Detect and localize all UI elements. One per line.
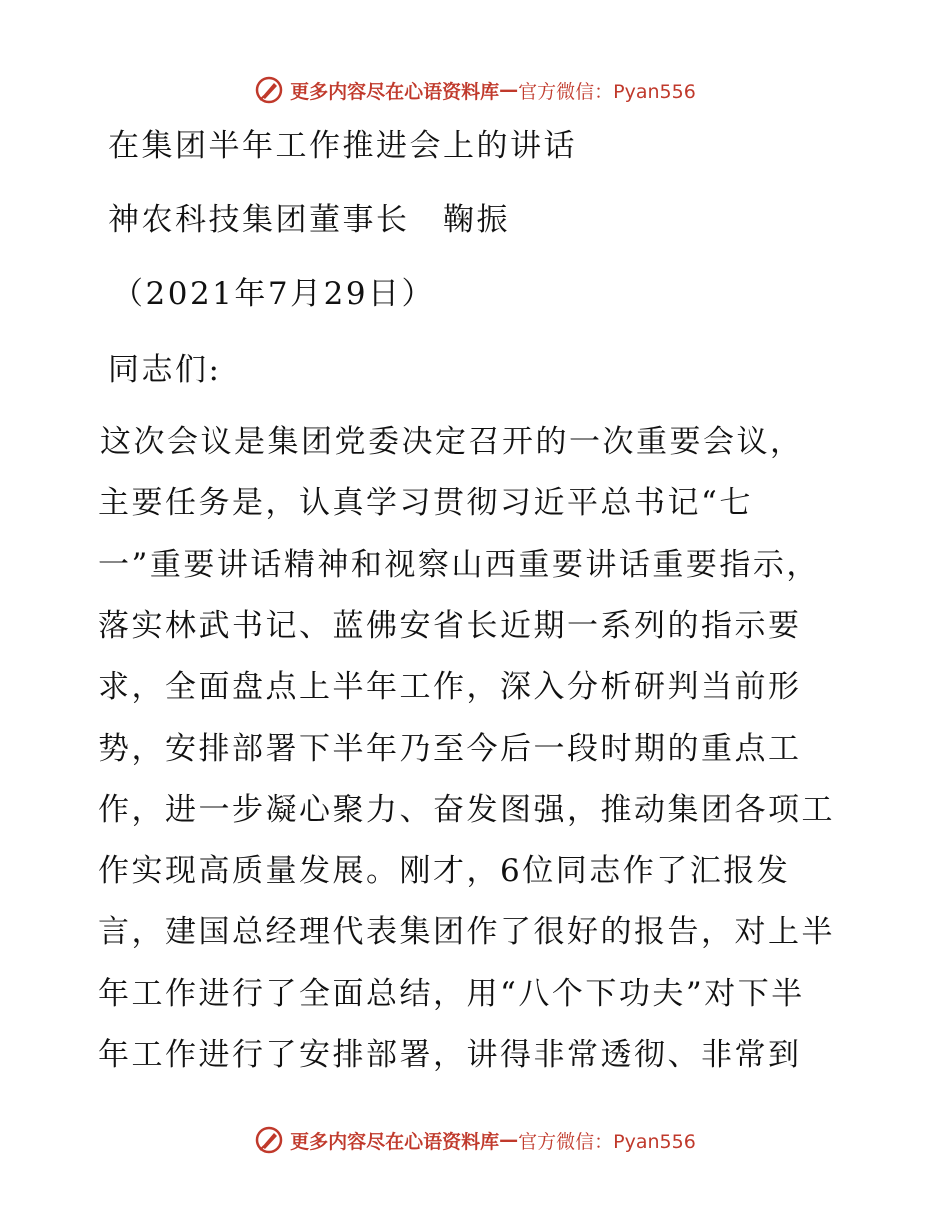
quill-logo-icon <box>254 1125 284 1155</box>
watermark-header <box>0 70 950 110</box>
watermark-text: 更多内容尽在心语资料库 <box>290 1130 500 1153</box>
body-line: 落实林武书记、蓝佛安省长近期一系列的指示要 <box>98 608 802 644</box>
watermark-dash: — <box>499 79 519 101</box>
body-line: 一”重要讲话精神和视察山西重要讲话重要指示， <box>98 547 820 583</box>
watermark-id: 官方微信：Pyan556 <box>518 80 696 103</box>
document-date: （2021年7月29日） <box>112 276 436 312</box>
watermark-footer <box>0 1120 950 1160</box>
body-line: 年工作进行了全面总结，用“八个下功夫”对下半 <box>98 976 805 1012</box>
body-line: 势，安排部署下半年乃至今后一段时期的重点工 <box>98 731 802 767</box>
body-line: 年工作进行了安排部署，讲得非常透彻、非常到 <box>98 1037 802 1073</box>
body-line: 这次会议是集团党委决定召开的一次重要会议， <box>100 424 804 460</box>
watermark-id: 官方微信：Pyan556 <box>518 1130 696 1153</box>
body-line: 作实现高质量发展。刚才，6位同志作了汇报发 <box>98 853 791 889</box>
document-title: 在集团半年工作推进会上的讲话 <box>108 128 577 164</box>
watermark-text: 更多内容尽在心语资料库 <box>290 80 500 103</box>
body-line: 主要任务是，认真学习贯彻习近平总书记“七 <box>98 485 753 521</box>
quill-logo-icon <box>254 75 284 105</box>
body-line: 求，全面盘点上半年工作，深入分析研判当前形 <box>98 669 802 705</box>
document-speaker: 神农科技集团董事长 鞠振 <box>108 202 510 238</box>
document-greeting: 同志们: <box>108 352 222 388</box>
body-line: 言，建国总经理代表集团作了很好的报告，对上半 <box>98 914 835 950</box>
watermark-dash: — <box>499 1129 519 1151</box>
body-line: 作，进一步凝心聚力、奋发图强，推动集团各项工 <box>98 792 835 828</box>
